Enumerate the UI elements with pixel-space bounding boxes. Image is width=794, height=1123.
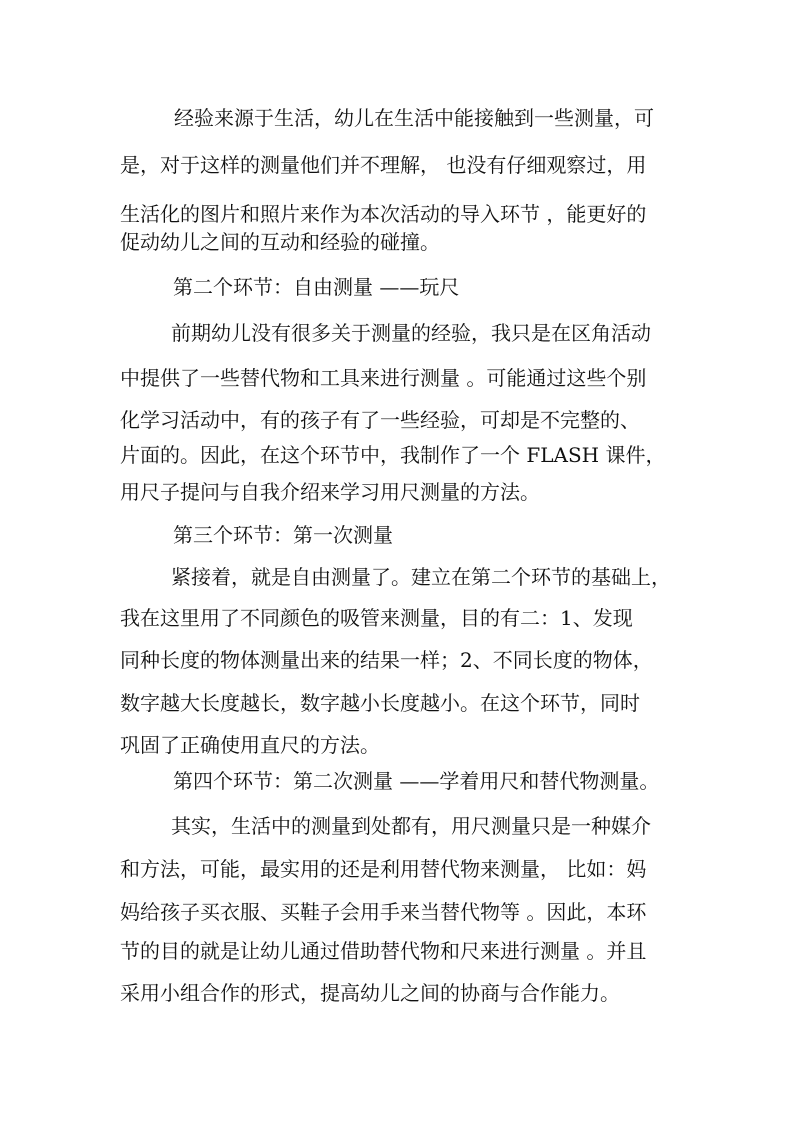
paragraph-line: 和方法，可能，最实用的还是利用替代物来测量， 比如：妈 [120,857,647,881]
paragraph-line: 经验来源于生活，幼儿在生活中能接触到一些测量，可 [174,106,654,130]
paragraph-line: 促动幼儿之间的互动和经验的碰撞。 [120,230,440,254]
paragraph-line: 其实，生活中的测量到处都有，用尺测量只是一种媒介 [171,814,651,838]
section-heading: 第二个环节：自由测量 ——玩尺 [173,275,460,299]
paragraph-line: 中提供了一些替代物和工具来进行测量 。可能通过这些个别 [120,366,647,390]
paragraph-line: 生活化的图片和照片来作为本次活动的导入环节 ，能更好的 [120,202,647,226]
paragraph-line: 妈给孩子买衣服、买鞋子会用手来当替代物等 。因此，本环 [120,900,647,924]
paragraph-line: 前期幼儿没有很多关于测量的经验，我只是在区角活动 [171,321,651,345]
paragraph-line: 用尺子提问与自我介绍来学习用尺测量的方法。 [120,480,540,504]
paragraph-line: 紧接着，就是自由测量了。建立在第二个环节的基础上， [171,565,671,589]
paragraph-line: 同种长度的物体测量出来的结果一样；2、不同长度的物体， [120,648,653,672]
section-heading: 第四个环节：第二次测量 ——学着用尺和替代物测量。 [173,769,660,793]
paragraph-line: 是，对于这样的测量他们并不理解， 也没有仔细观察过，用 [120,153,647,177]
paragraph-line: 片面的。因此，在这个环节中，我制作了一个 FLASH 课件， [120,443,666,467]
paragraph-line: 化学习活动中，有的孩子有了一些经验，可却是不完整的、 [120,408,640,432]
section-heading: 第三个环节：第一次测量 [173,523,393,547]
paragraph-line: 节的目的就是让幼儿通过借助替代物和尺来进行测量 。并且 [120,939,647,963]
paragraph-line: 我在这里用了不同颜色的吸管来测量，目的有二：1、发现 [120,606,633,630]
paragraph-line: 数字越大长度越长，数字越小长度越小。在这个环节，同时 [120,691,640,715]
paragraph-line: 采用小组合作的形式，提高幼儿之间的协商与合作能力。 [120,981,620,1005]
paragraph-line: 巩固了正确使用直尺的方法。 [120,733,380,757]
